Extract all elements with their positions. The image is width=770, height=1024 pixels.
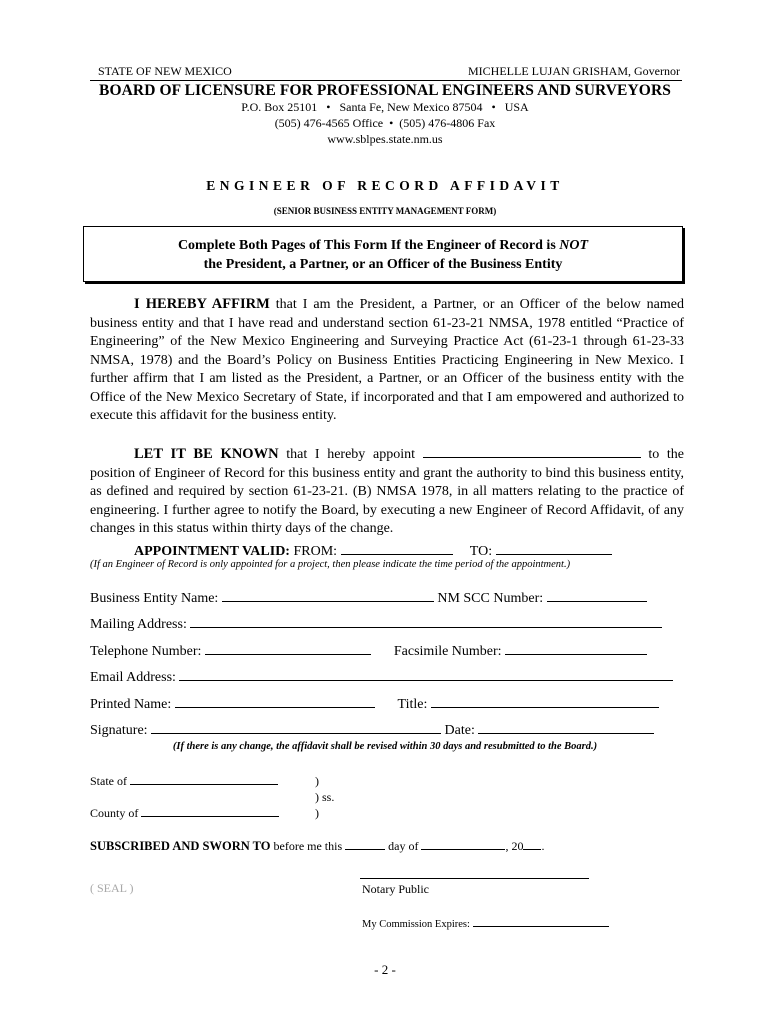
appointment-to-field[interactable] [496, 541, 612, 555]
telephone-number-field[interactable] [205, 641, 371, 655]
state-of-row [90, 774, 278, 789]
sworn-month-field[interactable] [421, 839, 505, 850]
state-of-field[interactable] [130, 774, 278, 785]
sworn-year-field[interactable] [523, 839, 541, 850]
mailing-address-row [90, 614, 684, 632]
sworn-period: . [541, 839, 545, 853]
appointment-row [134, 541, 612, 560]
signature-date-row [90, 720, 684, 738]
appointment-from-label: FROM: [293, 544, 338, 559]
board-address: P.O. Box 25101 • Santa Fe, New Mexico 87504 • USA [241, 100, 529, 114]
state-label: STATE OF NEW MEXICO [98, 64, 232, 78]
sworn-statement [90, 839, 544, 854]
appointee-name-field[interactable] [423, 444, 641, 458]
date-label: Date: [444, 723, 475, 738]
telephone-number-label: Telephone Number: [90, 644, 202, 659]
form-subtitle: (SENIOR BUSINESS ENTITY MANAGEMENT FORM) [273, 206, 497, 216]
mailing-address-label: Mailing Address: [90, 617, 187, 632]
email-address-label: Email Address: [90, 670, 176, 685]
venue-paren-3: ) [315, 806, 319, 820]
known-post: to the position of Engineer of Record for this business entity and grant the authority to bind this business entity, as defined and required by section 61-23-21. (B) NMSA 1978, in all matters relating to the practice of engineering. I further agree to notify the Board, by executing a new Engineer of Record Affidavit, of any changes in this status within thirty days of the change. [90, 447, 684, 536]
venue-paren-1: ) [315, 774, 319, 788]
notice-emphasis: NOT [559, 238, 589, 253]
sworn-pre: before me this [270, 839, 346, 853]
sworn-day-field[interactable] [345, 839, 385, 850]
email-row [90, 667, 684, 685]
signature-field[interactable] [151, 720, 441, 734]
facsimile-number-label: Facsimile Number: [393, 644, 502, 659]
title-field[interactable] [431, 694, 659, 708]
nm-scc-number-field[interactable] [547, 588, 647, 602]
appointment-label: APPOINTMENT VALID: [134, 544, 290, 559]
sworn-year-prefix: , 20 [505, 839, 524, 853]
known-paragraph [90, 444, 684, 539]
venue-ss: ) ss. [315, 790, 335, 804]
appointment-note: (If an Engineer of Record is only appointed for a project, then please indicate the time period of the appointment.) [90, 559, 571, 570]
form-title: ENGINEER OF RECORD AFFIDAVIT [206, 178, 564, 193]
page-number: - 2 - [374, 962, 396, 977]
mailing-address-field[interactable] [190, 614, 662, 628]
email-address-field[interactable] [179, 667, 673, 681]
appointment-from-field[interactable] [341, 541, 453, 555]
commission-row [362, 916, 609, 930]
seal-placeholder: ( SEAL ) [90, 881, 134, 895]
known-pre: that I hereby appoint [278, 447, 423, 462]
notice-line-1 [84, 236, 682, 255]
board-website: www.sblpes.state.nm.us [327, 132, 443, 146]
affirm-paragraph [90, 295, 684, 426]
revise-note: (If there is any change, the affidavit shall be revised within 30 days and resubmitted to the Board.) [172, 741, 598, 752]
sworn-day-of: day of [385, 839, 422, 853]
known-lead: LET IT BE KNOWN [134, 446, 279, 462]
affirm-text: that I am the President, a Partner, or an Officer of the below named business entity and that I have read and understand section 61-23-21 NMSA, 1978 entitled “Practice of Engineering” of the New Mexico Engineering and Surveying Practice Act (61-23-1 through 61-23-33 NMSA, 1978) and the Board’s Policy on Business Entities Practicing Engineering in New Mexico. I further affirm that I am listed as the President, a Partner, or an Officer of the business entity with the Office of the New Mexico Secretary of State, if incorporated and that I am empowered and authorized to execute this affidavit for the business entity. [90, 297, 684, 423]
board-phone-fax: (505) 476-4565 Office • (505) 476-4806 Fax [274, 116, 496, 130]
business-entity-name-field[interactable] [222, 588, 434, 602]
county-of-field[interactable] [141, 806, 279, 817]
state-of-label: State of [90, 774, 127, 788]
county-of-row [90, 806, 279, 821]
nm-scc-number-label: NM SCC Number: [437, 591, 544, 606]
facsimile-number-field[interactable] [505, 641, 647, 655]
business-entity-row [90, 588, 684, 606]
printed-name-label: Printed Name: [90, 697, 172, 712]
date-field[interactable] [478, 720, 654, 734]
board-name: BOARD OF LICENSURE FOR PROFESSIONAL ENGINEERS AND SURVEYORS [99, 82, 671, 99]
header-rule [90, 80, 682, 81]
governor-label: MICHELLE LUJAN GRISHAM, Governor [468, 64, 680, 78]
county-of-label: County of [90, 806, 139, 820]
phone-fax-row [90, 641, 684, 659]
notary-signature-line[interactable] [360, 878, 589, 879]
sworn-lead: SUBSCRIBED AND SWORN TO [90, 839, 271, 853]
commission-expires-label: My Commission Expires: [362, 919, 470, 930]
printed-name-field[interactable] [175, 694, 375, 708]
notice-line-1-text: Complete Both Pages of This Form If the Engineer of Record is [177, 238, 560, 253]
notary-public-label: Notary Public [362, 882, 429, 896]
commission-expires-field[interactable] [473, 916, 609, 927]
signature-label: Signature: [90, 723, 148, 738]
affirm-lead: I HEREBY AFFIRM [134, 296, 270, 312]
notice-line-2: the President, a Partner, or an Officer of the Business Entity [203, 257, 563, 272]
appointment-to-label: TO: [469, 544, 493, 559]
letterhead-top [96, 64, 682, 80]
name-title-row [90, 694, 684, 712]
title-label: Title: [397, 697, 428, 712]
notice-box [83, 226, 683, 282]
business-entity-name-label: Business Entity Name: [90, 591, 219, 606]
